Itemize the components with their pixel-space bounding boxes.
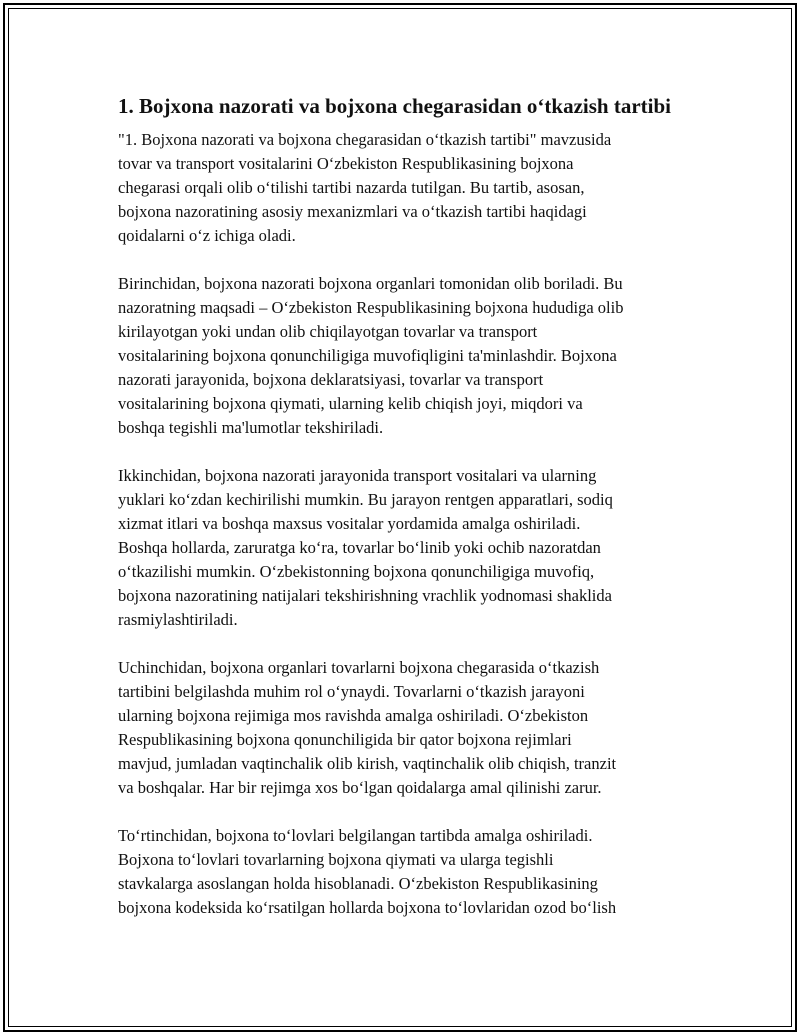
paragraph-intro: "1. Bojxona nazorati va bojxona chegarasidan o‘tkazish tartibi" mavzusida tovar va transport vositalarini O‘zbekiston Respublikasining bojxona chegarasi orqali olib o‘tilishi tartibi nazarda tutilgan. Bu tartib, asosan, bojxona nazoratining asosiy mexanizmlari va o‘tkazish tartibi haqidagi qoidalarni o‘z ichiga oladi. bbox=[118, 130, 612, 245]
document-title: 1. Bojxona nazorati va bojxona chegarasidan o‘tkazish tartibi bbox=[118, 94, 672, 118]
paragraph-third: Uchinchidan, bojxona organlari tovarlarni bojxona chegarasida o‘tkazish tartibini belgilashda muhim rol o‘ynaydi. Tovarlarni o‘tkazish jarayoni ularning bojxona rejimiga mos ravishda amalga oshiriladi. O‘zbekiston Respublikasining bojxona qonunchiligida bir qator bojxona rejimlari mavjud, jumladan vaqtinchalik olib kirish, vaqtinchalik olib chiqish, tranzit va boshqalar. Har bir rejimga xos bo‘lgan qoidalarga amal qilinishi zarur. bbox=[118, 658, 617, 797]
paragraph-first: Birinchidan, bojxona nazorati bojxona organlari tomonidan olib boriladi. Bu nazoratning maqsadi – O‘zbekiston Respublikasining bojxona hududiga olib kirilayotgan yoki undan olib chiqilayotgan tovarlar va transport vositalarining bojxona qonunchiligiga muvofiqligini ta'minlashdir. Bojxona nazorati jarayonida, bojxona deklaratsiyasi, tovarlar va transport vositalarining bojxona qiymati, ularning kelib chiqish joyi, miqdori va boshqa tegishli ma'lumotlar tekshiriladi. bbox=[118, 274, 624, 437]
paragraph-fourth: To‘rtinchidan, bojxona to‘lovlari belgilangan tartibda amalga oshiriladi. Bojxona to‘lovlari tovarlarning bojxona qiymati va ularga tegishli stavkalarga asoslangan holda hisoblanadi. O‘zbekiston Respublikasining bojxona kodeksida ko‘rsatilgan hollarda bojxona to‘lovlaridan ozod bo‘lish bbox=[118, 826, 617, 917]
paragraph-second: Ikkinchidan, bojxona nazorati jarayonida transport vositalari va ularning yuklari ko‘zdan kechirilishi mumkin. Bu jarayon rentgen apparatlari, sodiq xizmat itlari va boshqa maxsus vositalar yordamida amalga oshiriladi. Boshqa hollarda, zaruratga ko‘ra, tovarlar bo‘linib yoki ochib nazoratdan o‘tkazilishi mumkin. O‘zbekistonning bojxona qonunchiligiga muvofiq, bojxona nazoratining natijalari tekshirishning vrachlik yodnomasi shaklida rasmiylashtiriladi. bbox=[118, 466, 613, 629]
document-page bbox=[118, 92, 684, 944]
